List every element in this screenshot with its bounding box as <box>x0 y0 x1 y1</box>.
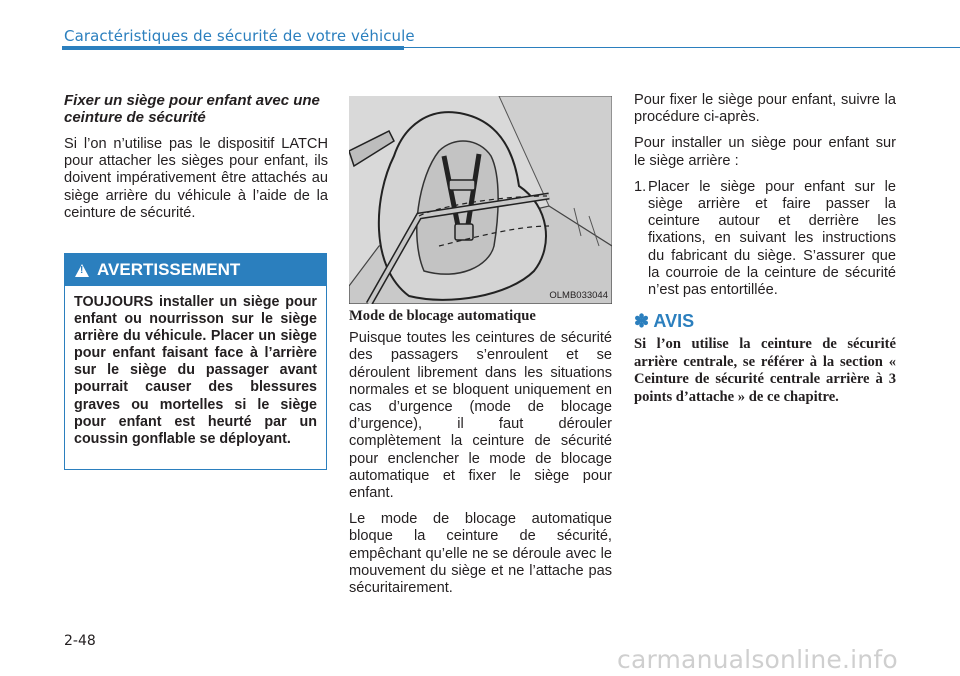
paragraph-lock-mode-2: Le mode de blocage automatique bloque la ceinture de sécurité, empêchant qu’elle ne se déroule avec le mouvement du siège et ne l’attache pas sécuritairement. <box>349 511 612 597</box>
warning-label: AVERTISSEMENT <box>97 260 241 279</box>
warning-text: TOUJOURS installer un siège pour enfant ou nourrisson sur le siège arrière du véhicule. Placer un siège pour enfant faisant face à l’arrière sur le siège du passager avant pourrait causer des blessures graves ou mortelles si le siège pour enfant est heurté par un coussin gonflable se déployant. <box>74 294 317 447</box>
child-seat-drawing <box>349 96 612 304</box>
figure-code: OLMB033044 <box>549 290 608 301</box>
step-text: Placer le siège pour enfant sur le siège arrière et faire passer la ceinture autour et derrière les fixations, en suivant les instructions du fabricant du siège. S’assurer que la courroie de la ceinture de sécurité n’est pas entortillée. <box>648 178 896 299</box>
subsection-title: Mode de blocage automatique <box>349 308 536 324</box>
column-right <box>634 92 896 406</box>
install-intro: Pour installer un siège pour enfant sur le siège arrière : <box>634 135 896 169</box>
notice-title: ✽ AVIS <box>634 311 695 332</box>
section-title: Fixer un siège pour enfant avec une ceinture de sécurité <box>64 92 320 126</box>
page-number: 2-48 <box>64 633 96 649</box>
procedure-intro: Pour fixer le siège pour enfant, suivre la procédure ci-après. <box>634 92 896 126</box>
warning-box <box>64 253 327 470</box>
step-item <box>634 179 896 299</box>
warning-header <box>65 254 326 286</box>
section-header-title: Caractéristiques de sécurité de votre véhicule <box>64 27 415 45</box>
paragraph-lock-mode-1: Puisque toutes les ceintures de sécurité des passagers s’enroulent et se déroulent librement dans les situations normales et se bloquent uniquement en cas d’urgence (mode de blocage d’urgence), il faut dérouler complètement la ceinture de sécurité pour enclencher le mode de blocage automatique et fixer le siège pour enfant. <box>349 330 612 502</box>
column-left <box>64 92 328 231</box>
column-middle <box>349 308 612 606</box>
warning-triangle-icon: ! <box>75 264 89 277</box>
header-rule-thin <box>404 47 960 48</box>
header-rule-thick <box>62 46 404 50</box>
step-number: 1. <box>634 178 647 195</box>
notice-text: Si l’on utilise la ceinture de sécurité arrière centrale, se référer à la section « Ceinture de sécurité centrale arrière à 3 points d’attache » de ce chapitre. <box>634 336 896 405</box>
child-seat-illustration <box>349 96 612 304</box>
watermark: carmanualsonline.info <box>617 645 898 674</box>
intro-paragraph: Si l’on n’utilise pas le dispositif LATCH pour attacher les sièges pour enfant, ils doivent impérativement être attachés au siège arrière du véhicule à l’aide de la ceinture de sécurité. <box>64 136 328 221</box>
